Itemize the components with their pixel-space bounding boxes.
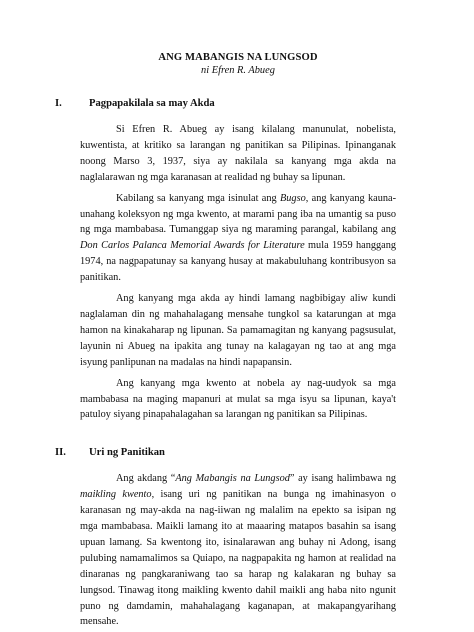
italic-text: Bugso xyxy=(279,192,306,204)
text-run: mula 1959 hanggang 1974, na nagpapatunay sa kanyang husay at makabuluhang kontribusyon sa panitikan. xyxy=(80,240,397,284)
section-heading xyxy=(55,447,396,458)
text-run: Ang kanyang mga kwento at nobela ay nag-uudyok sa mga mambabasa na maging mapanuri at mulat sa mga isyu sa lipunan, kaya't patuloy siyang pinapahalagahan sa larangan ng panitikan sa Pilipinas. xyxy=(80,377,396,421)
document-title: ANG MABANGIS NA LUNGSOD xyxy=(158,52,318,63)
text-run: , ang kanyang kauna-unahang koleksyon ng mga kwento, at marami pang iba na umantig sa puso ng mga mambabasa. Tumanggap siya ng maraming parangal, kabilang ang xyxy=(80,192,397,236)
section-title: Pagpapakilala sa may Akda xyxy=(89,98,215,109)
text-run: Kabilang sa kanyang mga isinulat ang xyxy=(116,192,280,204)
paragraph xyxy=(80,376,396,424)
text-run: , isang uri ng panitikan na bunga ng imahinasyon o karanasan ng may-akda na nag-iiwan ng malalim na epekto sa isipan ng mga mambabasa. Maikli lamang ito at maaaring matapos basahin sa isang upuan lamang. Sa kwentong ito, isinalarawan ang buhay ni Adong, isang pulubing namamalimos sa Quiapo, na nagpapakita ng hamon at realidad na dinaranas ng pangkaraniwang tao sa harap ng kalakaran ng buhay sa lungsod. Tinawag itong maikling kwento dahil maikli ang haba nito ngunit puno ng damdamin, mahahalagang kaganapan, at makapangyarihang mensahe. xyxy=(80,489,397,628)
italic-text: Don Carlos Palanca Memorial Awards for Literature xyxy=(80,240,305,252)
text-run: Ang kanyang mga akda ay hindi lamang nagbibigay aliw kundi naglalaman din ng mahahalagang mensahe tungkol sa katarungan at mga hamon na kinakaharap ng lipunan. Sa pamamagitan ng kanyang pagsusulat, layunin ni Abueg na ipakita ang tunay na kalagayan ng tao at ang mga isyung panlipunan na madalas na hindi napapansin. xyxy=(80,293,396,368)
paragraph xyxy=(80,291,396,371)
italic-text: maikling kwento xyxy=(80,489,152,501)
paragraph xyxy=(80,471,396,630)
paragraph xyxy=(80,191,396,286)
text-run: ” ay isang halimbawa ng xyxy=(289,473,396,485)
text-run: Si Efren R. Abueg ay isang kilalang manunulat, nobelista, kuwentista, at kritiko sa larangan ng panitikan sa Pilipinas. Ipinanganak noong Marso 3, 1937, siya ay nakilala sa kanyang mga akda na naglalarawan ng mga karanasan at realidad ng buhay sa lipunan. xyxy=(80,124,396,183)
section-number: II. xyxy=(55,447,66,459)
paragraph xyxy=(80,122,396,186)
section-title: Uri ng Panitikan xyxy=(89,447,165,459)
italic-text: Ang Mabangis na Lungsod xyxy=(175,473,290,485)
document-author: ni Efren R. Abueg xyxy=(201,65,275,76)
section-number: I. xyxy=(55,98,62,109)
section-heading xyxy=(55,98,396,109)
text-run: Ang akdang “ xyxy=(116,473,176,485)
